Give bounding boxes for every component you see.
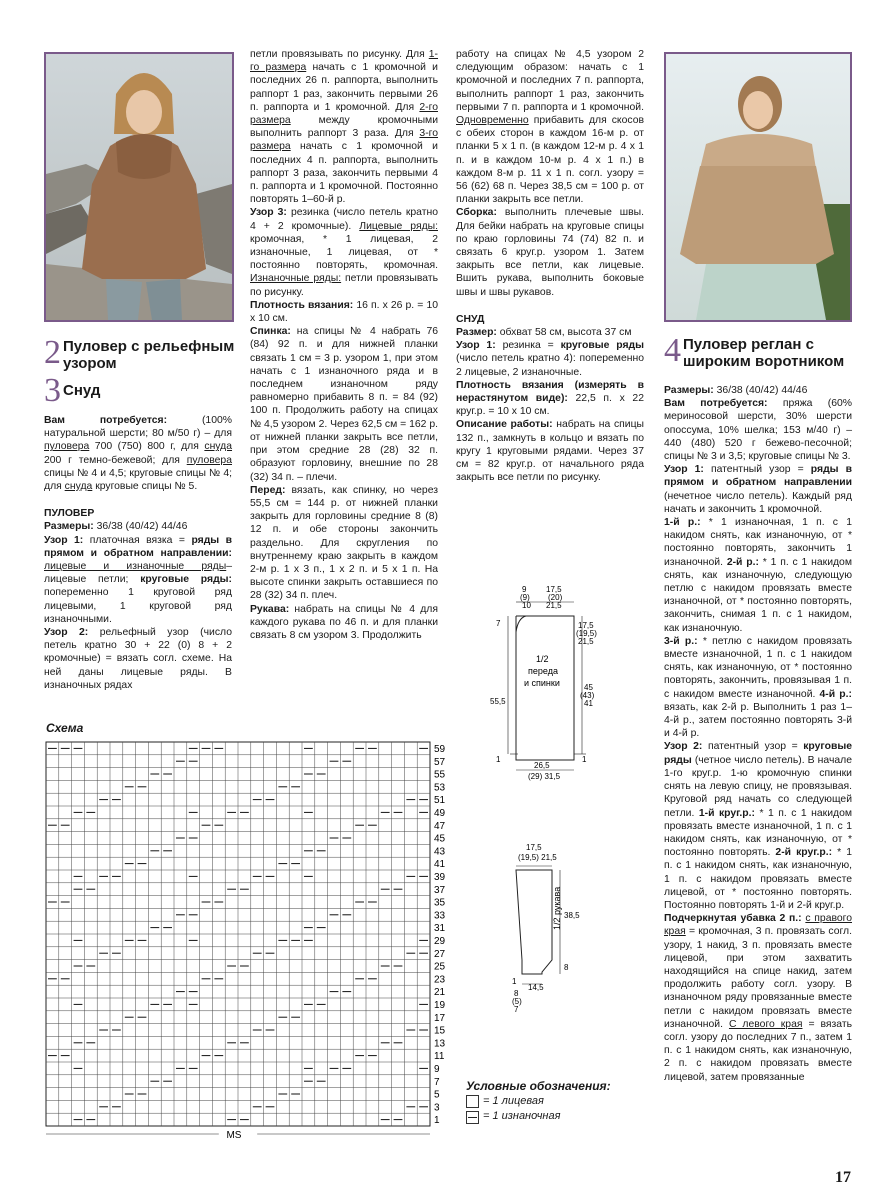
dim-right-top-1: 17,5 [578,621,594,630]
chart-row-number: 41 [434,859,446,871]
heading-title-3: Снуд [63,382,101,399]
chart-row-number: 13 [434,1038,446,1050]
pattern1-paragraph: Узор 1: платочная вязка = ряды в прямом и обратном направлении: лицевые и изнаночные ряды– лицевые петли; круговые ряды: попеременно 1 круговой ряд лицевыми, 1 круговой ряд изнаночными. [44,534,233,625]
chart-row-number: 11 [434,1051,445,1063]
heading-item-2 [44,334,244,373]
chart-row-number: 27 [434,948,446,960]
chart-row-number: 21 [434,987,446,999]
sleeves-paragraph: Рукава: набрать на спицы № 4 для каждого рукава по 46 п. и для планки связать 8 см узором 3. Продолжить [250,603,438,641]
chart-row-number: 9 [434,1064,440,1075]
needs4-paragraph: Вам потребуется: пряжа (60% мериносовой шерсти, 30% шерсти опоссума, 10% шелка; 153 м/40 г) – 440 (480) 520 г бежево-песочной; спицы № 3 и 3,5; круговые спицы № 3. [664,398,852,463]
sleeve-top-2: (19,5) 21,5 [518,853,557,862]
chart-row-number: 39 [434,872,446,883]
dim-bottom-2: (29) 31,5 [528,772,561,781]
dim-right-top-2: (19,5) [576,629,597,638]
chart-row-number: 37 [434,884,446,896]
chart-row-number: 5 [434,1089,440,1101]
schema-title: Схема [46,721,84,735]
sizes-instructions: петли провязывать по рисунку. Для 1-го размера начать с 1 кромочной и последних 26 п. раппорта, выполнить раппорт 1 раз, закончить первыми 26 п. раппорта и 1 кромочной. Для 2-го размера между кромочными выполнить раппорт 3 раза. Для 3-го размера начать с 1 кромочной и последних 4 п. раппорта, выполнить раппорт 3 раза, закончить первыми 4 п. раппорта и 1 кромочной. Постоянно повторять 1–60-й р. [250,49,439,206]
sleeve-small-1: 8 [514,989,519,998]
column-4 [664,384,852,1084]
front-paragraph: Перед: вязать, как спинку, но через 55,5 см = 144 р. от нижней планки закрыть для горловины средние 8 (8) 12 п. и обе стороны закончить раздельно. Для скругления по внутреннему краю закрыть в каждом 2-м р. 1 х 3 п., 1 х 2 п. и 5 х 1 п. На высоте спинки закрыть оставшиеся по 28 (32) 34 п. плеч. [250,484,439,602]
legend-knit: = 1 лицевая [466,1095,611,1108]
sleeve-right-bot: 8 [564,963,569,972]
sleeve-right-mid: 38,5 [564,911,580,920]
heading-item-4 [664,332,864,371]
chart-row-number: 49 [434,808,446,819]
chart-row-number: 19 [434,1000,446,1011]
piece-label-1: 1/2 [536,654,549,664]
chart-row-number: 45 [434,833,446,845]
chart-row-number: 3 [434,1102,440,1114]
heading-number-3: 3 [44,372,61,409]
dim-left-bot: 1 [496,755,501,764]
sleeve-continue-paragraph: работу на спицах № 4,5 узором 2 следующим образом: начать с 1 кромочной и последних 7 п. раппорта, выполнить раппорт 1 раз, закончить первыми 7 п. раппорта и 1 кромочной. Одновременно прибавить для скосов с обеих сторон в каждом 16-м р. от планки 5 х 1 п. (в каждом 12-м р. 4 х 1 п. и в каждом 10-м р. 4 х 1 п.) в каждом 8-м р. 11 х 1 п. согл. узору = 56 (62) 68 п. Через 38,5 см = 100 р. от планки закрыть все петли. [456,49,644,206]
pattern3-paragraph: Узор 3: резинка (число петель кратно 4 + 2 кромочные). Лицевые ряды: кромочная, * 1 лицевая, 2 изнаночные, 1 лицевая, от * постоянно повторять, кромочная. Изнаночные ряды: петли провязывать по рисунку. [250,207,439,298]
section-pullover: ПУЛОВЕР [44,508,95,520]
column-1 [44,414,232,692]
density-paragraph: Плотность вязания: 16 п. х 26 р. = 10 х 10 см. [250,299,438,325]
piece-label-2: переда [528,666,558,676]
sizes4-paragraph: Размеры: 36/38 (40/42) 44/46 [664,385,808,396]
page-number: 17 [835,1168,851,1186]
ms-label: MS [226,1130,242,1141]
column-2 [250,48,438,642]
dim-right-bot: 1 [582,755,587,764]
sizes-paragraph: Размеры: 36/38 (40/42) 44/46 [44,521,188,533]
dim-top-5: (20) [548,593,563,602]
dim-top-2: (9) [520,593,530,602]
chart-row-number: 25 [434,961,446,973]
column-3 [456,48,644,485]
snood-description-paragraph: Описание работы: набрать на спицы 132 п., замкнуть в кольцо и вязать по кругу 1 круговыми рядами. Через 37 см = 82 круг.р. от начального ряда закрыть все петли по рисунку. [456,419,644,484]
dim-top-4: 17,5 [546,585,562,594]
piece-label-3: и спинки [524,678,560,688]
chart-row-number: 55 [434,769,446,781]
back-paragraph: Спинка: на спицы № 4 набрать 76 (84) 92 п. и для нижней планки связать 1 см = 3 р. узором 1, при этом начать с 1 изнаночного ряда и в последнем изнаночном ряду равномерно прибавить 8 п. = 84 (92) 100 п. Продолжить работу на спицах № 4,5 узором 2. Через 62,5 см = 162 р. от нижней планки закрыть все петли, при этом средние 28 (28) 32 п. образуют горловину, внешние по 28 (32) 34 п. – плечи. [250,326,438,483]
heading-title-4: Пуловер реглан с широким воротником [683,336,845,371]
dim-right-mid-3: 41 [584,699,593,708]
chart-row-number: 59 [434,744,446,755]
pattern4-1-paragraph: Узор 1: патентный узор = ряды в прямом и обратном направлении (нечетное число петель). Каждый ряд начать и закончить 1 кромочной. [664,464,853,515]
chart-row-number: 31 [434,923,446,935]
heading-title-2: Пуловер с рельефным узором [63,338,235,373]
dim-right-top-3: 21,5 [578,637,594,646]
heading-number-2: 2 [44,334,61,371]
dim-bottom-1: 26,5 [534,761,550,770]
legend-title: Условные обозначения: [466,1079,611,1093]
pattern2-paragraph: Узор 2: рельефный узор (число петель кратно 30 + 22 (0) 8 + 2 кромочные) = вязать согл. схеме. На ней даны лицевые ряды. В изнаночных рядах [44,627,233,691]
sleeve-top-1: 17,5 [526,843,542,852]
chart-row-number: 35 [434,897,446,909]
purl-symbol [466,1111,479,1124]
sleeve-small-3: 7 [514,1005,519,1014]
legend [466,1080,611,1124]
chart-row-number: 43 [434,846,446,858]
chart-row-number: 33 [434,910,446,922]
needs-paragraph: Вам потребуется: (100% натуральной шерсти; 80 м/50 г) – для пуловера 700 (750) 800 г, для снуда 200 г темно-бежевой; для пуловера спицы № 4 и 4,5; круговые спицы № 4; для снуда круговые спицы № 5. [44,415,233,493]
row1-paragraph: 1-й р.: * 1 изнаночная, 1 п. с 1 накидом снять, как изнаночную, от * постоянно повторять, закончить 1 изнаночной. 2-й р.: * 1 п. с 1 накидом снять, как изнаночную, следующую петлю с накидом провязать вместе изнаночной, от * постоянно повторять, закончить, снимая 1 п. с 1 накидом, как изнаночную. [664,517,853,634]
sleeve-left-bot: 1 [512,977,517,986]
dim-right-mid-1: 45 [584,683,593,692]
dim-top-1: 9 [522,585,527,594]
dim-right-mid-2: (43) [580,691,595,700]
section-snood: СНУД [456,313,485,325]
chart-row-number: 51 [434,795,446,807]
heading-number-4: 4 [664,332,681,369]
photo-raglan-sweater [664,52,852,322]
chart-row-number: 53 [434,782,446,794]
snood-size-paragraph: Размер: обхват 58 см, высота 37 см [456,327,632,339]
chart-row-number: 47 [434,820,446,832]
chart-row-number: 29 [434,936,446,947]
knit-symbol [466,1095,479,1108]
dim-top-6: 21,5 [546,601,562,610]
chart-row-number: 7 [434,1076,440,1088]
pattern4-2-paragraph: Узор 2: патентный узор = круговые ряды (четное число петель). В начале 1-го круг.р. 1-ю кромочную спинки снять на левую спицу, не провязывая. Круговой ряд начать со следующей петли. 1-й круг.р.: * 1 п. с 1 накидом провязать вместе изнаночной, 1 п. с 1 накидом снять, как изнаночную, от * постоянно повторять. 2-й круг.р.: * 1 п. с 1 накидом снять, как изнаночную, 1 п. с накидом провязать вместе лицевой, от * постоянно повторять. Постоянно повторять 1-й и 2-й круг.р. [664,741,853,911]
snood-pattern-paragraph: Узор 1: резинка = круговые ряды (число петель кратно 4): попеременно 2 лицевые, 2 изнаночные. [456,340,644,378]
knitting-chart [44,740,454,1146]
decrease-paragraph: Подчеркнутая убавка 2 п.: с правого края = кромочная, 3 п. провязать согл. узору, 1 накид, 3 п. провязать вместе лицевой, при этом захватить находящийся на спице накид, затем продолжить работу согл. узору. В изнаночном ряду провязанные вместе петли с накидом провязать вместе изнаночной. С левого края = вязать согл. узору до последних 7 п., затем 1 п. с 1 накидом снять, как изнаночную, 2 п. с накидом провязать вместе лицевой, затем провязанные [664,913,852,1083]
dim-left-top: 7 [496,619,501,628]
legend-purl: = 1 изнаночная [466,1110,611,1123]
sleeve-bottom: 14,5 [528,983,544,992]
chart-row-number: 17 [434,1012,446,1024]
dim-left-mid: 55,5 [490,697,506,706]
diagram-front-back [470,582,620,782]
chart-row-number: 57 [434,756,446,768]
row3-paragraph: 3-й р.: * петлю с накидом провязать вместе изнаночной, 1 п. с 1 накидом снять, как изнаночную, от * постоянно повторять, закончить, провязывая 1 п. с накидом вместе изнаночной. 4-й р.: вязать, как 2-й р. Выполнить 1 раз 1–4-й р., затем постоянно повторять 3-й и 4-й р. [664,635,852,740]
snood-density-paragraph: Плотность вязания (измерять в нерастянутом виде): 22,5 п. х 22 круг.р. = 10 х 10 см. [456,379,644,418]
sleeve-small-2: (5) [512,997,522,1006]
photo-pullover-snood [44,52,234,322]
chart-row-number: 15 [434,1025,446,1037]
sleeve-label: 1/2 рукава [552,886,562,930]
diagram-sleeve [496,838,596,1018]
dim-top-3: 10 [522,601,531,610]
heading-item-3 [44,372,244,409]
chart-row-number: 1 [434,1115,440,1127]
chart-row-number: 23 [434,974,446,986]
assembly-paragraph: Сборка: выполнить плечевые швы. Для бейки набрать на круговые спицы по краю горловины 74 (74) 82 п. и связать 6 круг.р. узором 1. Затем закрыть все петли, как лицевые. Вшить рукава, выполнить боковые швы и швы рукавов. [456,207,644,298]
